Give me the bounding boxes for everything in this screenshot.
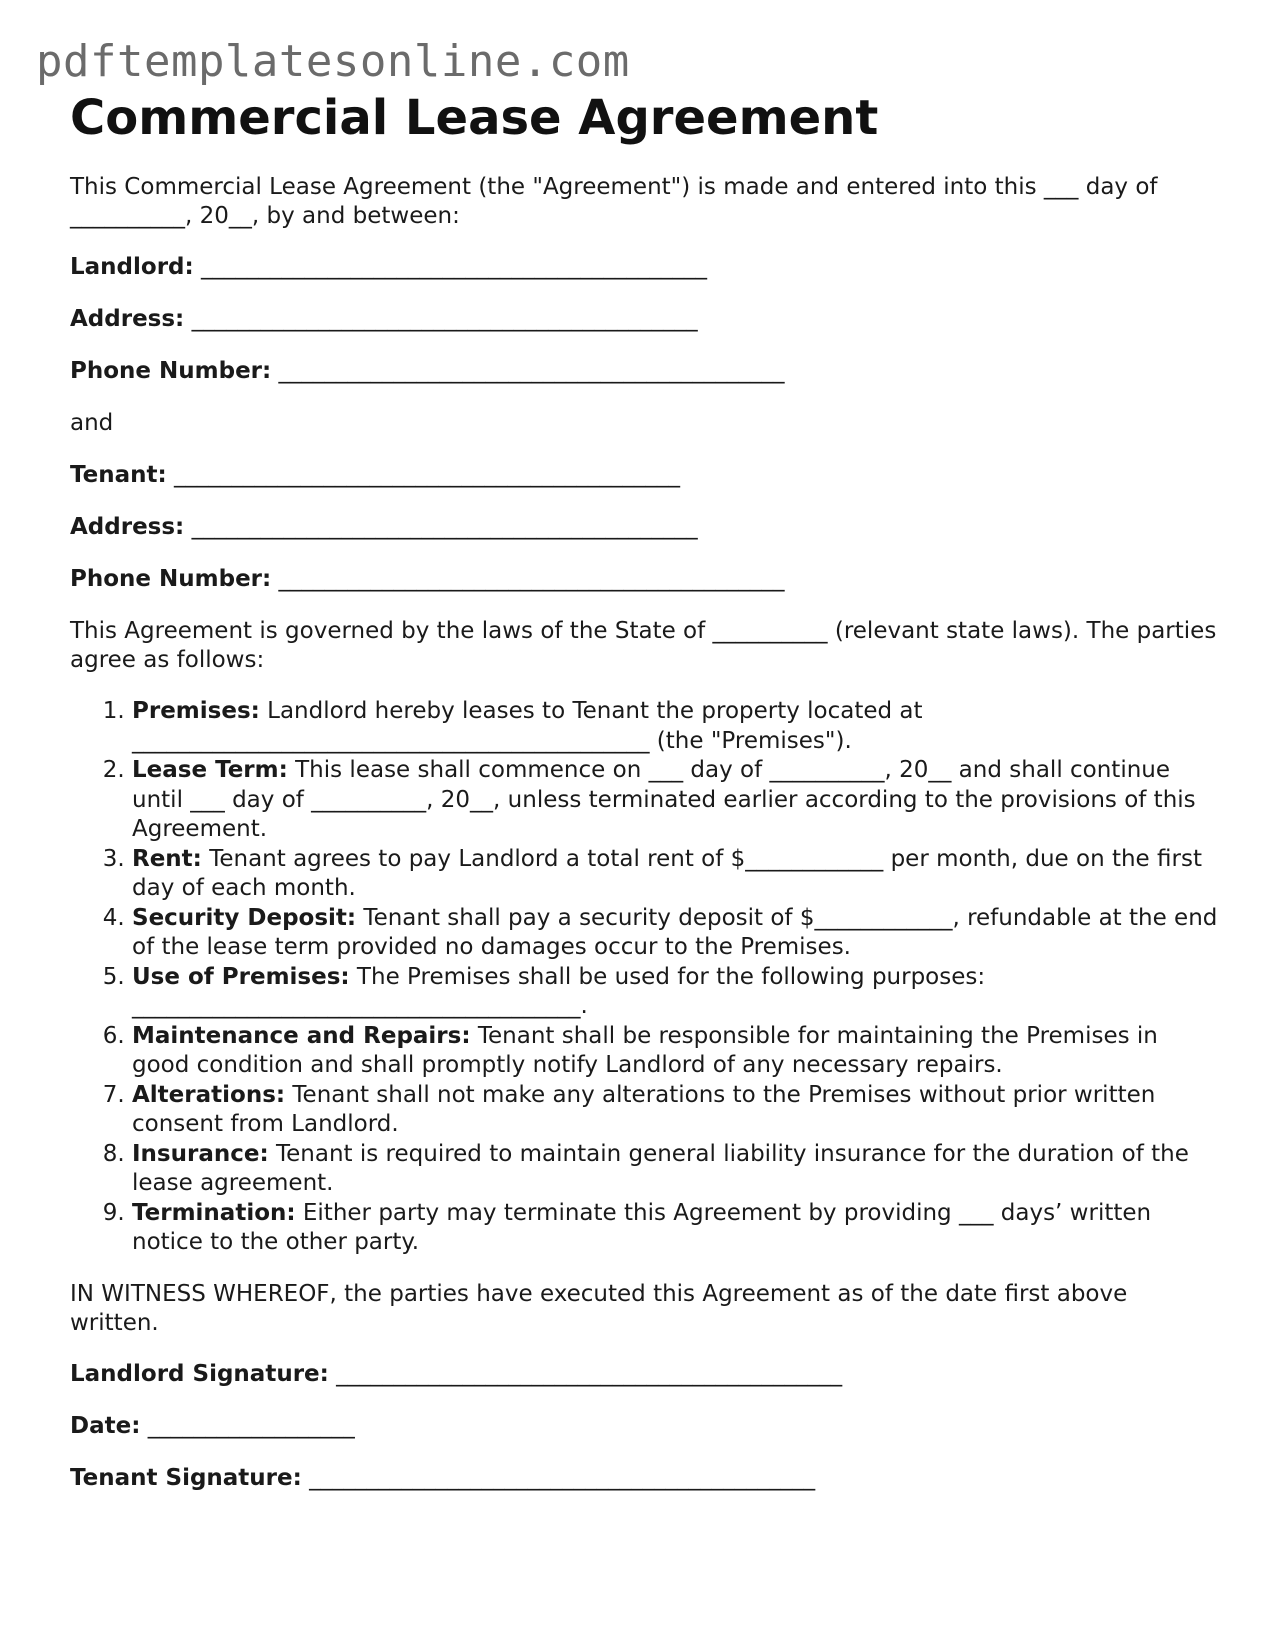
term-item-lease-term [132, 756, 1220, 845]
tenant-name-label: Tenant: [70, 462, 167, 488]
term-heading: Security Deposit: [132, 904, 357, 931]
term-text: Tenant shall be responsible for maintaining the Premises in good condition and shall promptly notify Landlord of any necessary repairs. [132, 1022, 1158, 1078]
term-text: Tenant shall not make any alterations to the Premises without prior written consent from Landlord. [132, 1081, 1156, 1137]
term-item-insurance [132, 1140, 1220, 1199]
term-heading: Use of Premises: [132, 963, 350, 990]
governing-law-paragraph: This Agreement is governed by the laws of the State of __________ (relevant state laws). The parties agree as follows: [70, 618, 1217, 673]
landlord-signature-field [70, 1360, 1220, 1389]
landlord-name-label: Landlord: [70, 254, 194, 280]
term-text: Landlord hereby leases to Tenant the property located at _____________________________________________ (the "Premises"). [132, 698, 923, 754]
tenant-phone-field [70, 565, 1220, 594]
lease-document [70, 88, 1220, 1516]
term-heading: Rent: [132, 845, 202, 872]
term-heading: Insurance: [132, 1140, 269, 1167]
tenant-name-field [70, 461, 1220, 490]
term-item-termination [132, 1199, 1220, 1258]
landlord-name-field [70, 253, 1220, 282]
landlord-address-label: Address: [70, 306, 185, 332]
tenant-name-blank[interactable]: ____________________________________________ [174, 462, 681, 488]
term-heading: Maintenance and Repairs: [132, 1022, 471, 1049]
date-blank[interactable]: __________________ [147, 1412, 355, 1439]
landlord-signature-label: Landlord Signature: [70, 1360, 329, 1387]
landlord-phone-field [70, 357, 1220, 386]
term-item-use-of-premises [132, 963, 1220, 1022]
tenant-address-label: Address: [70, 514, 185, 540]
term-heading: Premises: [132, 698, 260, 724]
tenant-address-field [70, 513, 1220, 542]
term-item-premises [132, 697, 1220, 756]
landlord-name-blank[interactable]: ____________________________________________ [201, 254, 708, 280]
witness-paragraph: IN WITNESS WHEREOF, the parties have executed this Agreement as of the date first above written. [70, 1280, 1128, 1336]
and-separator: and [70, 410, 114, 436]
intro-paragraph: This Commercial Lease Agreement (the "Agreement") is made and entered into this ___ day of __________, 20__, by and between: [70, 174, 1158, 229]
tenant-signature-field [70, 1464, 1220, 1493]
tenant-phone-blank[interactable]: ____________________________________________ [278, 566, 785, 592]
date-label: Date: [70, 1412, 141, 1439]
term-text: Tenant agrees to pay Landlord a total rent of $____________ per month, due on the first day of each month. [132, 845, 1202, 901]
tenant-signature-label: Tenant Signature: [70, 1464, 302, 1491]
term-text: Tenant is required to maintain general liability insurance for the duration of the lease agreement. [132, 1140, 1189, 1196]
term-heading: Alterations: [132, 1081, 286, 1108]
term-text: Tenant shall pay a security deposit of $____________, refundable at the end of the lease term provided no damages occur to the Premises. [132, 904, 1218, 960]
date-field [70, 1412, 1220, 1441]
landlord-phone-blank[interactable]: ____________________________________________ [278, 358, 785, 384]
term-heading: Lease Term: [132, 757, 288, 783]
term-item-security-deposit [132, 904, 1220, 963]
term-text: This lease shall commence on ___ day of __________, 20__ and shall continue until ___ day of __________, 20__, unless terminated earlier according to the provisions of this Agreement. [132, 757, 1196, 842]
term-item-rent [132, 845, 1220, 904]
term-heading: Termination: [132, 1199, 296, 1226]
tenant-signature-blank[interactable]: ____________________________________________ [309, 1464, 816, 1491]
watermark-text: pdftemplatesonline.com [36, 36, 630, 87]
term-text: The Premises shall be used for the following purposes: _______________________________________. [132, 963, 986, 1019]
terms-list [70, 697, 1220, 1258]
term-item-alterations [132, 1081, 1220, 1140]
tenant-phone-label: Phone Number: [70, 566, 272, 592]
term-item-maintenance [132, 1022, 1220, 1081]
tenant-address-blank[interactable]: ____________________________________________ [191, 514, 698, 540]
landlord-phone-label: Phone Number: [70, 358, 272, 384]
landlord-address-blank[interactable]: ____________________________________________ [191, 306, 698, 332]
landlord-signature-blank[interactable]: ____________________________________________ [336, 1360, 843, 1387]
document-title: Commercial Lease Agreement [70, 90, 879, 146]
landlord-address-field [70, 305, 1220, 334]
term-text: Either party may terminate this Agreement by providing ___ days’ written notice to the other party. [132, 1199, 1152, 1255]
